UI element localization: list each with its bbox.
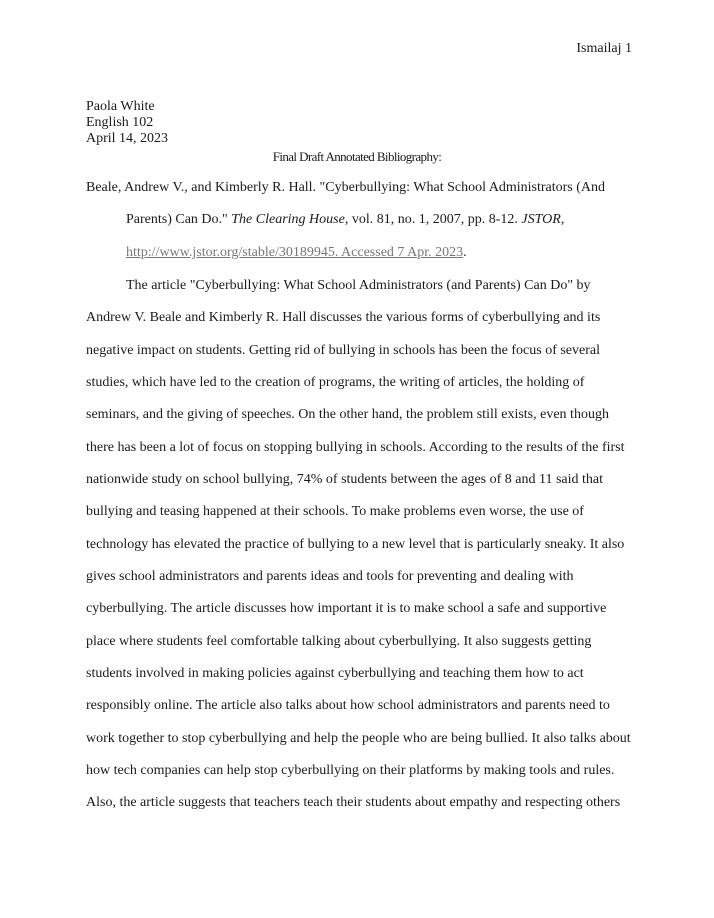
- annotation-line: studies, which have led to the creation of programs, the writing of articles, the holding of: [86, 375, 585, 390]
- citation-line-3: [126, 244, 467, 262]
- document-date: April 14, 2023: [86, 131, 169, 146]
- document-title: Final Draft Annotated Bibliography:: [272, 149, 442, 164]
- annotation-line: gives school administrators and parents ideas and tools for preventing and dealing with: [86, 569, 574, 584]
- annotation-line: students involved in making policies against cyberbullying and teaching them how to act: [86, 666, 584, 681]
- annotation-line: Andrew V. Beale and Kimberly R. Hall discusses the various forms of cyberbullying and its: [86, 310, 601, 325]
- journal-title: The Clearing House: [231, 212, 345, 227]
- annotation-line: how tech companies can help stop cyberbullying on their platforms by making tools and rules.: [86, 763, 615, 778]
- course-name: English 102: [86, 115, 154, 130]
- citation-text: , vol. 81, no. 1, 2007, pp. 8-12.: [344, 212, 522, 227]
- citation-text: Parents) Can Do.": [126, 212, 232, 227]
- annotation-line: Also, the article suggests that teachers teach their students about empathy and respecting others: [86, 795, 621, 810]
- citation-line-1: Beale, Andrew V., and Kimberly R. Hall. "Cyberbullying: What School Administrators (And: [86, 180, 605, 195]
- annotation-line: place where students feel comfortable talking about cyberbullying. It also suggests getting: [86, 634, 592, 649]
- mla-heading: [86, 99, 168, 147]
- annotation-line: responsibly online. The article also talks about how school administrators and parents need to: [86, 698, 610, 713]
- annotation-line: bullying and teasing happened at their schools. To make problems even worse, the use of: [86, 504, 584, 519]
- running-head: Ismailaj 1: [576, 41, 632, 56]
- database-name: JSTOR: [521, 212, 561, 227]
- annotation-line: there has been a lot of focus on stopping bullying in schools. According to the results of the first: [86, 440, 625, 455]
- annotation-line: cyberbullying. The article discusses how important it is to make school a safe and supportive: [86, 601, 607, 616]
- annotation-line: seminars, and the giving of speeches. On the other hand, the problem still exists, even though: [86, 407, 609, 422]
- annotation-line: work together to stop cyberbullying and help the people who are being bullied. It also talks about: [86, 731, 631, 746]
- annotation-line: nationwide study on school bullying, 74% of students between the ages of 8 and 11 said that: [86, 472, 604, 487]
- annotation-line: technology has elevated the practice of bullying to a new level that is particularly sneaky. It also: [86, 537, 625, 552]
- citation-url-link[interactable]: http://www.jstor.org/stable/30189945. Accessed 7 Apr. 2023: [126, 245, 464, 260]
- annotation-line: negative impact on students. Getting rid of bullying in schools has been the focus of several: [86, 343, 600, 358]
- citation-text: ,: [560, 212, 565, 227]
- citation-text: .: [463, 245, 467, 260]
- citation-line-2: [126, 211, 564, 229]
- author-name: Paola White: [86, 99, 155, 114]
- annotation-line: The article "Cyberbullying: What School Administrators (and Parents) Can Do" by: [126, 278, 591, 293]
